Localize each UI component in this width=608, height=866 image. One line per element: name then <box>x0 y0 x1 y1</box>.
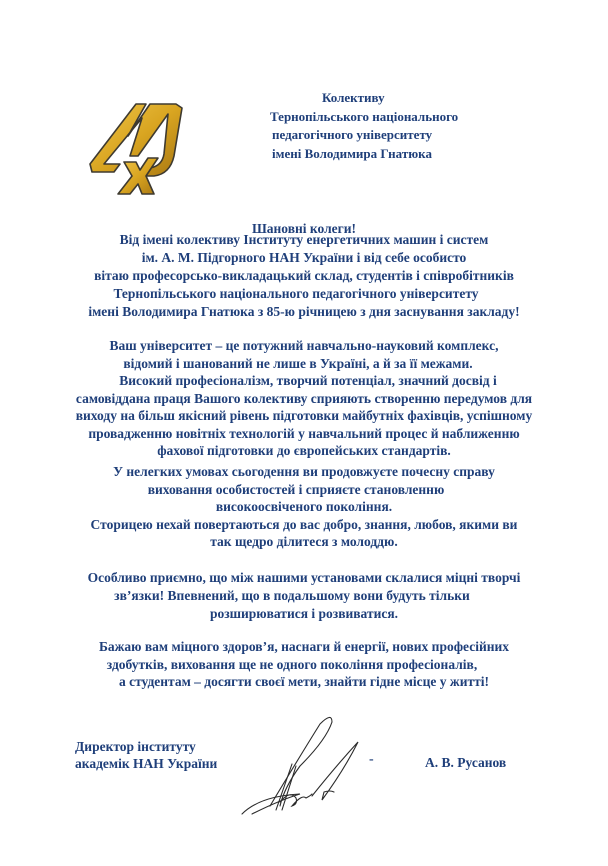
handwritten-signature <box>240 706 390 816</box>
addressee-line: імені Володимира Гнатюка <box>272 145 432 161</box>
paragraph-line: Від імені колективу Інституту енергетичних машин і систем <box>119 232 489 247</box>
paragraph-line: відомий і шанований не лише в Україні, а й за її межами. <box>123 356 473 371</box>
paragraph-line: розширюватися і розвиватися. <box>209 606 399 621</box>
paragraph-line: здобутків, виховання ще не одного покоління професіоналів, <box>106 657 478 672</box>
institute-logo <box>84 96 204 206</box>
paragraph-line: імені Володимира Гнатюка з 85-ю річницею з дня заснування закладу! <box>88 304 520 319</box>
paragraph-line: Особливо приємно, що між нашими установами склалися міцні творчі <box>87 570 521 585</box>
paragraph-line: провадженню новітніх технологій у навчальний процес й наближенню <box>88 426 520 441</box>
paragraph-line: У нелегких умовах сьогодення ви продовжуєте почесну справу <box>113 464 495 479</box>
position-line: академік НАН України <box>75 756 218 771</box>
paragraph-line: Сторицею нехай повертаються до вас добро, знання, любов, якими ви <box>90 517 518 532</box>
signature-icon <box>240 706 390 816</box>
paragraph-line: Високий професіоналізм, творчий потенціал, значний досвід і <box>119 373 497 388</box>
addressee-line: Тернопільського національного <box>270 108 459 124</box>
paragraph-line: фахової підготовки до європейських стандартів. <box>157 443 451 458</box>
paragraph-line: так щедро ділитеся з молоддю. <box>210 534 398 549</box>
logo-emblem-icon <box>84 96 204 206</box>
signatory-name: А. В. Русанов <box>425 755 507 770</box>
paragraph-line: вітаю професорсько-викладацький склад, студентів і співробітників <box>94 268 514 283</box>
paragraph-line: ім. А. М. Підгорного НАН України і від себе особисто <box>141 250 467 265</box>
addressee-line: Колективу <box>322 90 385 105</box>
paragraph-line: виховання особистостей і сприяєте становленню <box>147 482 445 497</box>
paragraph-line: зв’язки! Впевнений, що в подальшому вони будуть тільки <box>114 588 470 603</box>
paragraph-line: Ваш університет – це потужний навчально-науковий комплекс, <box>109 338 499 353</box>
addressee-block <box>270 89 458 163</box>
greeting: Шановні колеги! <box>251 221 357 236</box>
paragraph-line: а студентам – досягти своєї мети, знайти гідне місце у житті! <box>118 674 489 689</box>
paragraph-line: самовіддана праця Вашого колективу сприяють створенню передумов для <box>75 391 533 406</box>
paragraph-line: високоосвіченого покоління. <box>215 499 393 514</box>
addressee-line: педагогічного університету <box>272 127 433 142</box>
paragraph-line: виходу на більш якісний рівень підготовки майбутніх фахівців, успішному <box>75 408 533 423</box>
signature-dash: - <box>369 752 374 767</box>
paragraph-line: Бажаю вам міцного здоров’я, наснаги й енергії, нових професійних <box>98 639 510 654</box>
paragraph-line: Тернопільського національного педагогічного університету <box>113 286 479 301</box>
position-line: Директор інституту <box>75 739 196 754</box>
signatory-position <box>75 738 217 772</box>
